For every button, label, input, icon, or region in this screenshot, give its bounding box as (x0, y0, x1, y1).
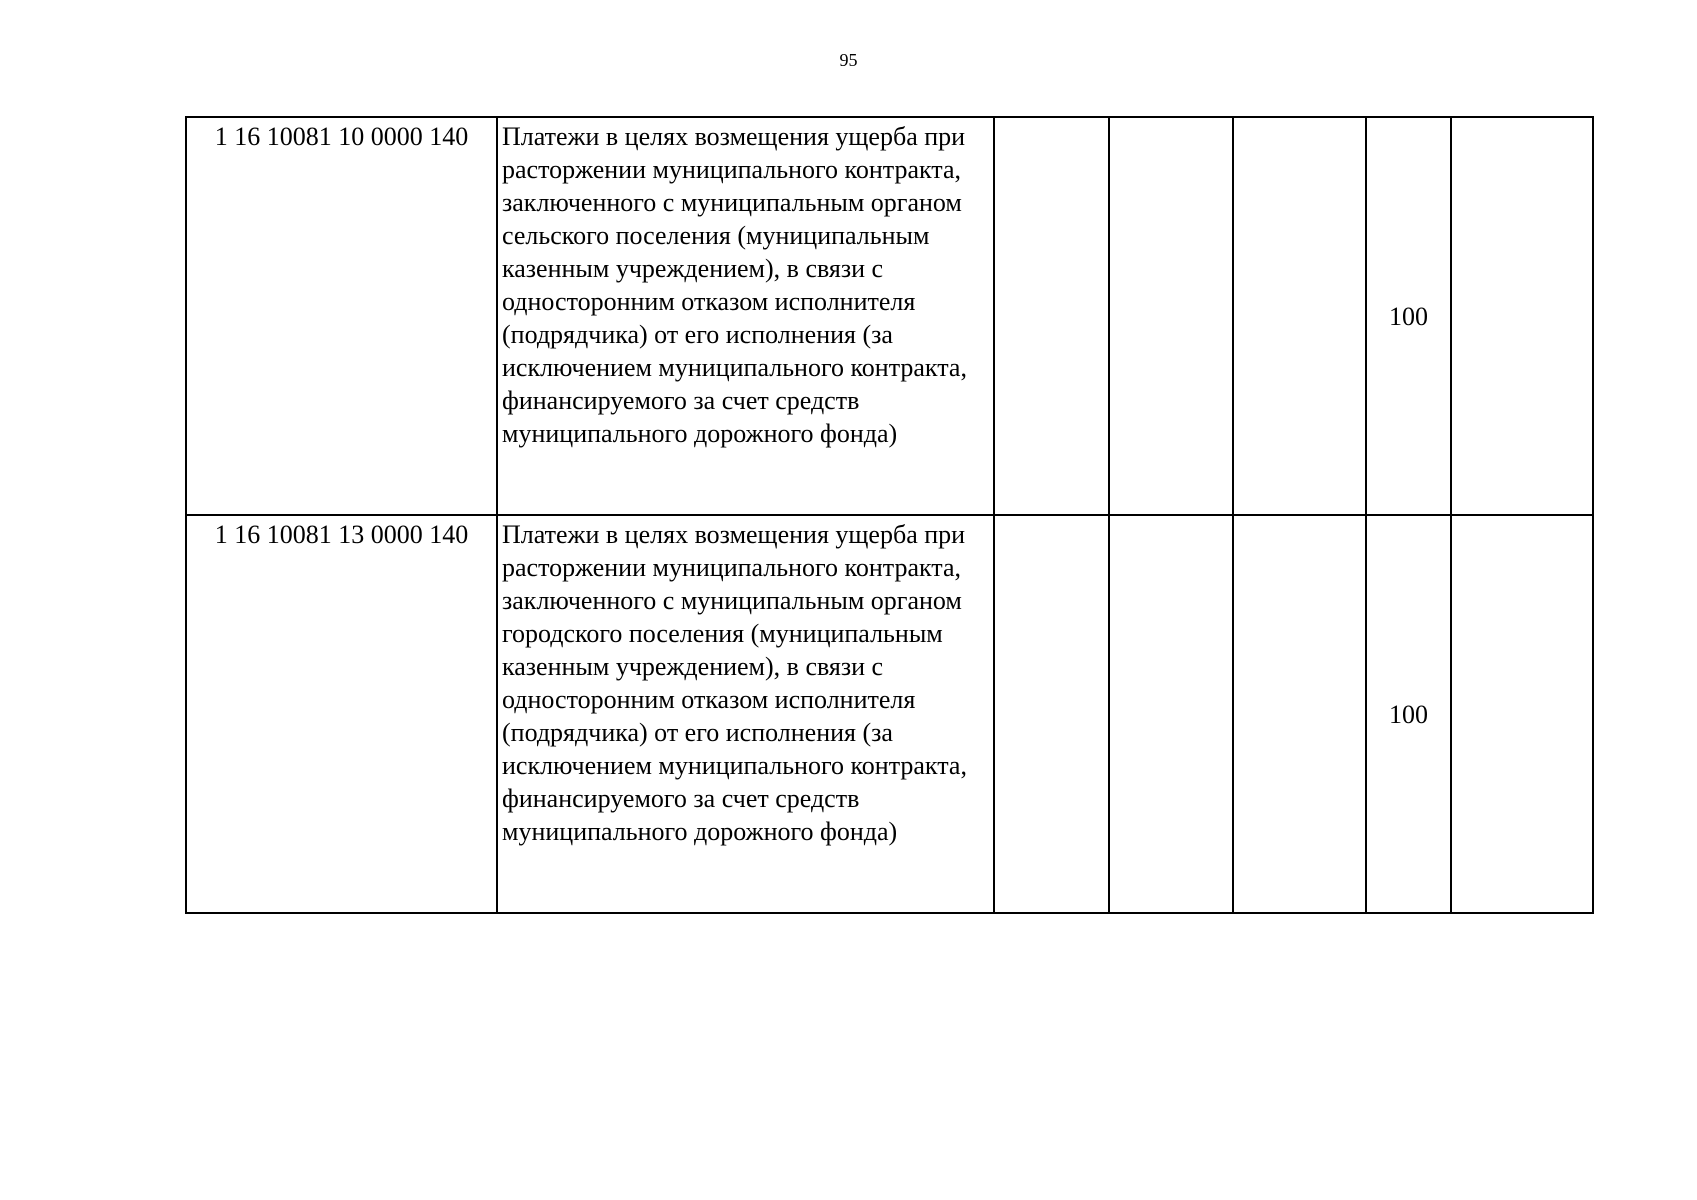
empty-cell (1109, 515, 1233, 913)
budget-code-cell: 1 16 10081 10 0000 140 (186, 117, 497, 515)
revenue-table (185, 116, 1594, 914)
empty-cell (1233, 117, 1366, 515)
description-cell: Платежи в целях возмещения ущерба при расторжении муниципального контракта, заключенного с муниципальным органом сельского поселения (муниципальным казенным учреждением), в связи с односторонним отказом исполнителя (подрядчика) от его исполнения (за исключением муниципального контракта, финансируемого за счет средств муниципального дорожного фонда) (497, 117, 994, 515)
empty-cell (994, 117, 1109, 515)
budget-code-cell: 1 16 10081 13 0000 140 (186, 515, 497, 913)
empty-cell (1451, 515, 1593, 913)
description-cell: Платежи в целях возмещения ущерба при расторжении муниципального контракта, заключенного с муниципальным органом городского поселения (муниципальным казенным учреждением), в связи с односторонним отказом исполнителя (подрядчика) от его исполнения (за исключением муниципального контракта, финансируемого за счет средств муниципального дорожного фонда) (497, 515, 994, 913)
empty-cell (994, 515, 1109, 913)
empty-cell (1451, 117, 1593, 515)
table-row (186, 515, 1593, 913)
percent-cell: 100 (1366, 117, 1451, 515)
percent-cell: 100 (1366, 515, 1451, 913)
empty-cell (1109, 117, 1233, 515)
page-number: 95 (839, 50, 858, 70)
table-row (186, 117, 1593, 515)
empty-cell (1233, 515, 1366, 913)
